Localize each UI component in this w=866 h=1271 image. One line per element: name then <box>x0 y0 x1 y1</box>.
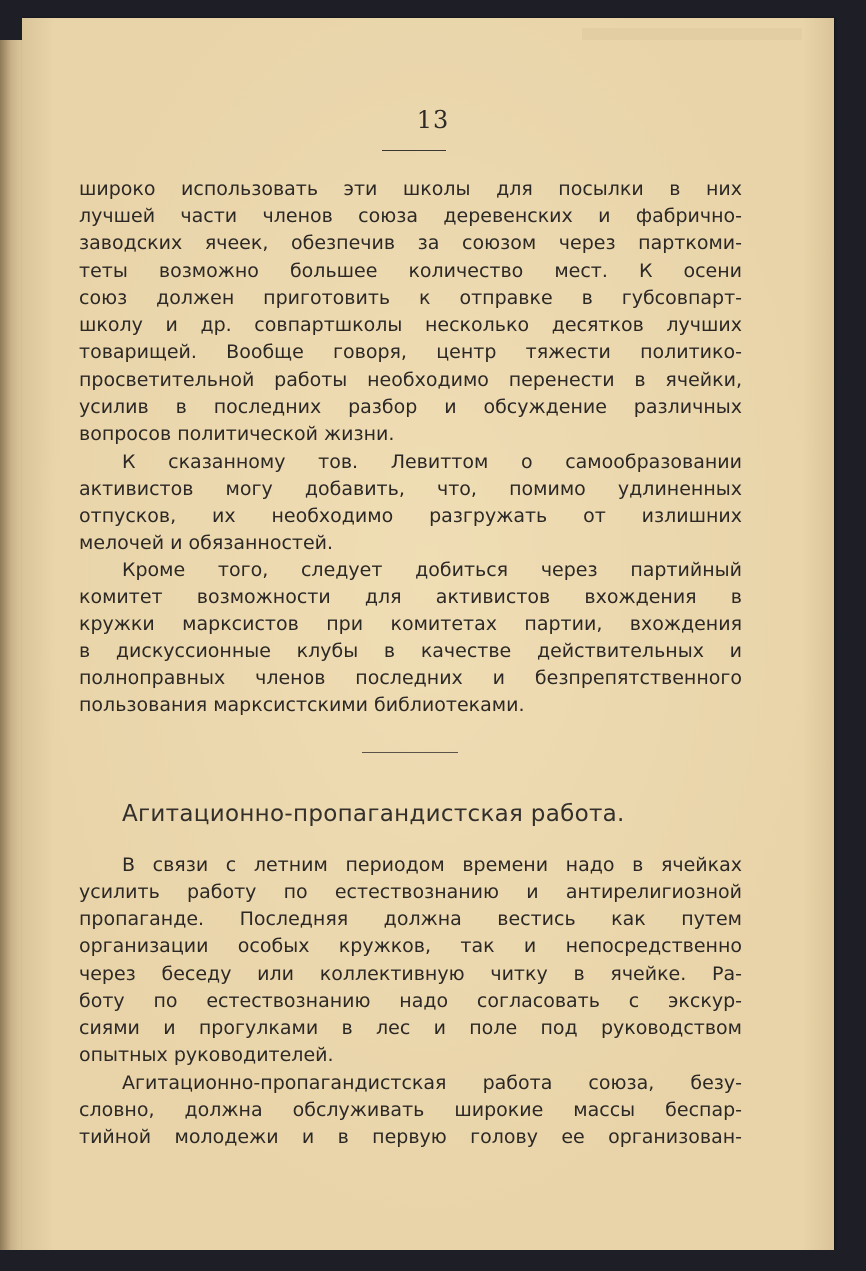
text-line: Кроме того, следует добиться через партийный <box>122 559 742 581</box>
text-line: опытных руководителей. <box>79 1044 334 1066</box>
page-number: 13 <box>416 106 450 134</box>
text-line: широко использовать эти школы для посылки в них <box>79 178 742 200</box>
text-line: тийной молодежи и в первую голову ее организован- <box>79 1126 742 1148</box>
text-line: союз должен приготовить к отправке в губсовпарт- <box>79 287 742 309</box>
page-fold <box>582 28 802 40</box>
text-line: пропаганде. Последняя должна вестись как путем <box>79 908 742 930</box>
text-line: полноправных членов последних и безпрепятственного <box>79 667 742 689</box>
text-line: школу и др. совпартшколы несколько десятков лучших <box>79 314 742 336</box>
text-line: усилив в последних разбор и обсуждение различных <box>79 396 742 418</box>
text-line: активистов могу добавить, что, помимо удлиненных <box>79 478 742 500</box>
scan-background-bottom <box>0 1250 866 1271</box>
text-line: отпусков, их необходимо разгружать от излишних <box>79 505 742 527</box>
text-line: пользования марксистскими библиотеками. <box>79 694 525 716</box>
text-line: теты возможно большее количество мест. К осени <box>79 260 742 282</box>
text-line: в дискуссионные клубы в качестве действительных и <box>79 640 742 662</box>
text-line: товарищей. Вообще говоря, центр тяжести политико- <box>79 341 742 363</box>
text-line: комитет возможности для активистов вхождения в <box>79 586 742 608</box>
text-line: просветительной работы необходимо перенести в ячейки, <box>79 369 742 391</box>
text-line: боту по естествознанию надо согласовать с экскур- <box>79 990 742 1012</box>
text-line: мелочей и обязанностей. <box>79 532 334 554</box>
text-line: вопросов политической жизни. <box>79 423 395 445</box>
section-divider <box>362 752 458 753</box>
text-line: сиями и прогулками в лес и поле под руководством <box>79 1017 742 1039</box>
text-line: Агитационно-пропагандистская работа союза, безу- <box>122 1072 742 1094</box>
text-line: В связи с летним периодом времени надо в ячейках <box>122 854 742 876</box>
text-line: заводских ячеек, обезпечив за союзом через парткоми- <box>79 232 742 254</box>
page-number-rule <box>382 150 446 151</box>
text-line: через беседу или коллективную читку в ячейке. Ра- <box>79 963 742 985</box>
text-line: кружки марксистов при комитетах партии, вхождения <box>79 613 742 635</box>
text-line: организации особых кружков, так и непосредственно <box>79 935 742 957</box>
text-line: словно, должна обслуживать широкие массы беспар- <box>79 1099 742 1121</box>
text-line: лучшей части членов союза деревенских и фабрично- <box>79 205 742 227</box>
text-line: усилить работу по естествознанию и антирелигиозной <box>79 881 742 903</box>
section-heading: Агитационно-пропагандистская работа. <box>122 801 625 827</box>
text-line: К сказанному тов. Левиттом о самообразовании <box>122 451 742 473</box>
